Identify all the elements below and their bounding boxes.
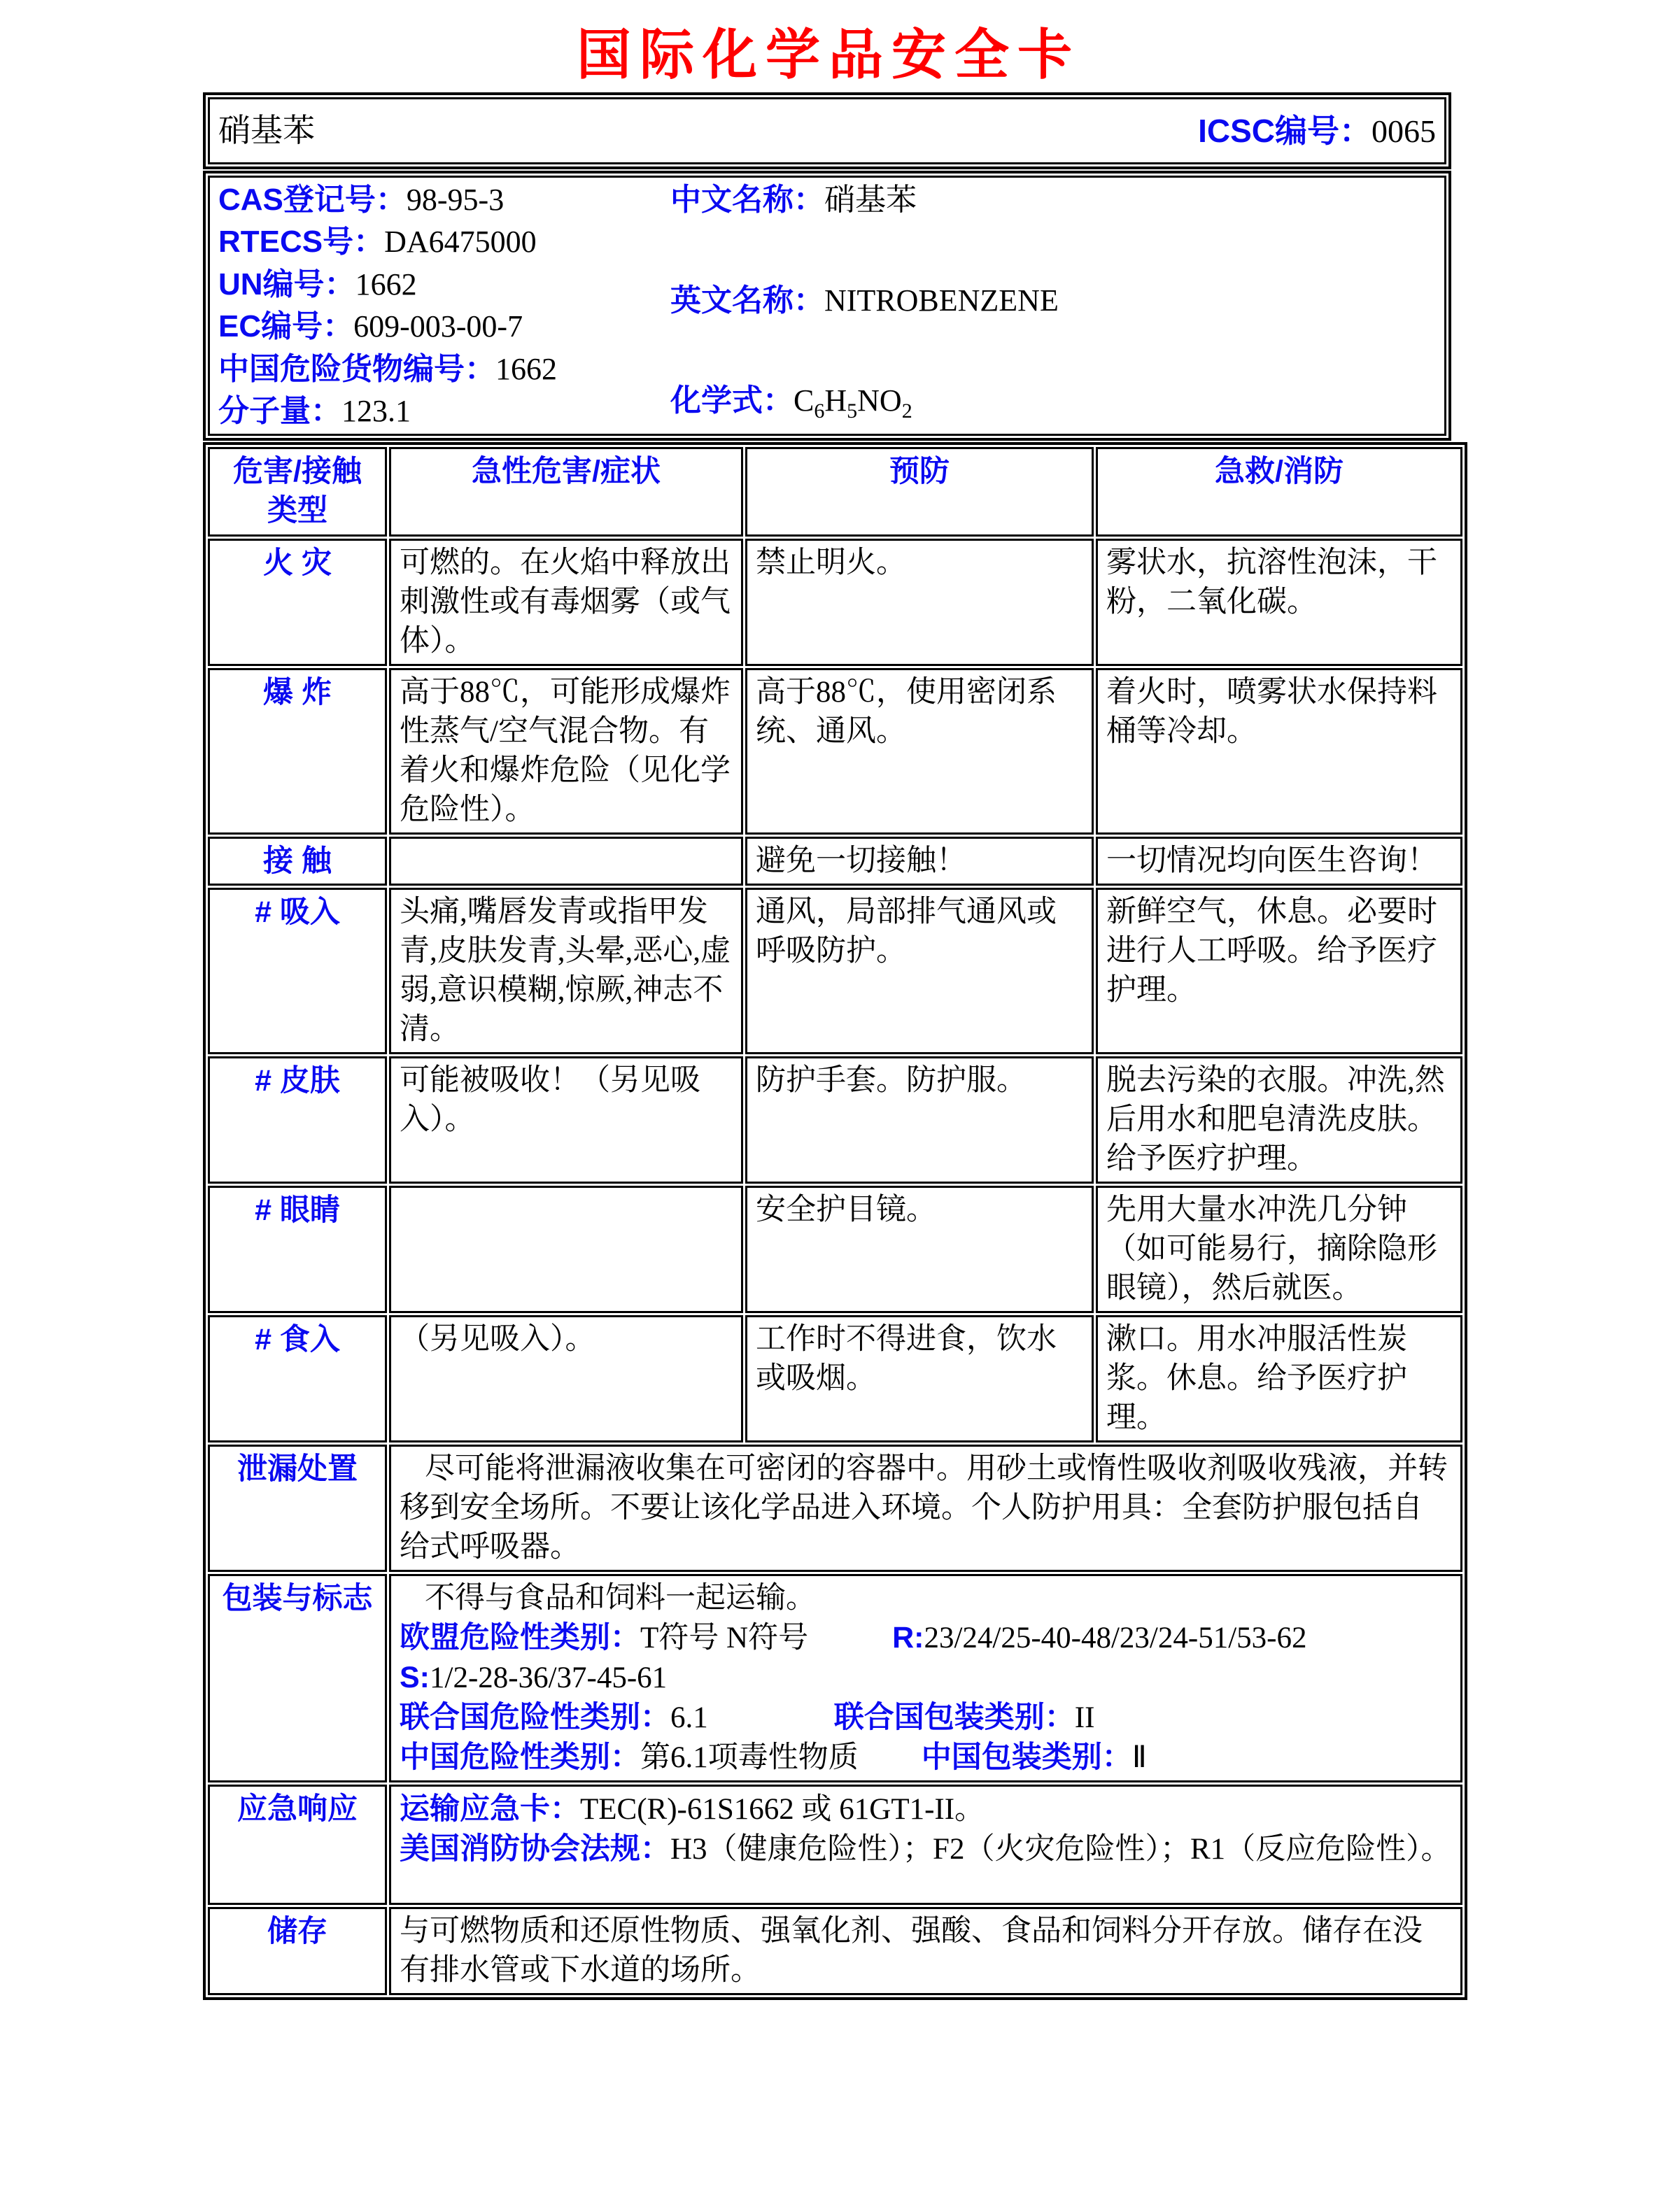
- exposure-prevention: 避免一切接触！: [745, 837, 1094, 886]
- hazard-table: [203, 442, 1467, 2000]
- packaging-un-line: 联合国危险性类别：6.1 联合国包装类别：II: [400, 1701, 1095, 1734]
- chemical-formula: 化学式：$C_6H_5NO_2$: [670, 383, 912, 423]
- row-storage: 储存 与可燃物质和还原性物质、强氧化剂、强酸、食品和饲料分开存放。储存在没有排水管或下水道的场所。: [208, 1907, 1462, 1995]
- english-name: 英文名称：NITROBENZENE: [670, 283, 1059, 318]
- row-inhalation: # 吸入 头痛,嘴唇发青或指甲发青,皮肤发青,头晕,恶心,虚弱,意识模糊,惊厥,神志不清。 通风，局部排气通风或呼吸防护。 新鲜空气，休息。必要时进行人工呼吸。给予医疗护理。: [208, 888, 1462, 1054]
- spillage-text-cell: [389, 1445, 1462, 1572]
- identity-right-column: [670, 180, 1436, 431]
- explosion-prevention: 高于88℃，使用密闭系统、通风。: [745, 668, 1094, 835]
- name-header-table: [203, 92, 1451, 169]
- row-spillage: 泄漏处置 尽可能将泄漏液收集在可密闭的容器中。用砂土或惰性吸收剂吸收残液，并转移到安全场所。不要让该化学品进入环境。个人防护用具：全套防护服包括自给式呼吸器。: [208, 1445, 1462, 1572]
- chinese-name: 中文名称：硝基苯: [670, 183, 917, 217]
- header-prevention: 预防: [745, 447, 1094, 537]
- row-ingestion: # 食入 （另见吸入）。 工作时不得进食，饮水或吸烟。 漱口。用水冲服活性炭浆。休息。给予医疗护理。: [208, 1315, 1462, 1442]
- ingestion-prevention: 工作时不得进食，饮水或吸烟。: [745, 1315, 1094, 1442]
- fire-response: 雾状水，抗溶性泡沫，干粉，二氧化碳。: [1096, 539, 1462, 666]
- skin-prevention: 防护手套。防护服。: [745, 1056, 1094, 1184]
- cas-number: CAS登记号：98-95-3: [218, 183, 505, 217]
- explosion-response: 着火时，喷雾状水保持料桶等冷却。: [1096, 668, 1462, 835]
- header-acute-hazards: 急性危害/症状: [389, 447, 743, 537]
- icsc-number-value: 0065: [1372, 113, 1436, 149]
- eyes-prevention: 安全护目镜。: [745, 1186, 1094, 1313]
- page-title: 国际化学品安全卡: [576, 24, 1080, 85]
- china-dg-number: 中国危险货物编号：1662: [218, 351, 557, 386]
- storage-text-cell: [389, 1907, 1462, 1995]
- eyes-symptoms: [389, 1186, 743, 1313]
- identity-cell: [208, 176, 1446, 436]
- row-explosion: 爆 炸 高于88℃，可能形成爆炸性蒸气/空气混合物。有着火和爆炸危险（见化学危险性）。 高于88℃，使用密闭系统、通风。 着火时，喷雾状水保持料桶等冷却。: [208, 668, 1462, 835]
- header-hazard-type: 危害/接触 类型: [208, 447, 387, 537]
- eyes-response: 先用大量水冲洗几分钟（如可能易行，摘除隐形眼镜），然后就医。: [1096, 1186, 1462, 1313]
- identity-table: [203, 171, 1451, 441]
- emergency-nfpa-line: 美国消防协会法规：H3（健康危险性）；F2（火灾危险性）；R1（反应危险性）。: [400, 1832, 1451, 1866]
- icsc-number: [1198, 111, 1436, 151]
- ec-number: EC编号：609-003-00-7: [218, 309, 523, 344]
- molecular-weight: 分子量：123.1: [218, 393, 411, 428]
- hazard-header-row: [208, 447, 1462, 537]
- explosion-symptoms: 高于88℃，可能形成爆炸性蒸气/空气混合物。有着火和爆炸危险（见化学危险性）。: [389, 668, 743, 835]
- rtecs-number: RTECS号：DA6475000: [218, 225, 537, 260]
- identity-left-column: [218, 180, 670, 431]
- packaging-transport-note: 不得与食品和饲料一起运输。: [425, 1582, 816, 1615]
- spillage-text: 尽可能将泄漏液收集在可密闭的容器中。用砂土或惰性吸收剂吸收残液，并转移到安全场所。不要让该化学品进入环境。个人防护用具：全套防护服包括自给式呼吸器。: [400, 1452, 1448, 1564]
- storage-text: 与可燃物质和还原性物质、强氧化剂、强酸、食品和饲料分开存放。储存在没有排水管或下水道的场所。: [400, 1915, 1423, 1987]
- safety-card: [203, 92, 1451, 2000]
- ingestion-response: 漱口。用水冲服活性炭浆。休息。给予医疗护理。: [1096, 1315, 1462, 1442]
- fire-prevention: 禁止明火。: [745, 539, 1094, 666]
- packaging-text-cell: [389, 1574, 1462, 1782]
- row-eyes: # 眼睛 安全护目镜。 先用大量水冲洗几分钟（如可能易行，摘除隐形眼镜），然后就医。: [208, 1186, 1462, 1313]
- packaging-cn-line: 中国危险性类别：第6.1项毒性物质 中国包装类别：Ⅱ: [400, 1740, 1147, 1774]
- fire-symptoms: 可燃的。在火焰中释放出刺激性或有毒烟雾（或气体）。: [389, 539, 743, 666]
- name-header-cell: [208, 97, 1446, 164]
- row-emergency-response: 应急响应 运输应急卡：TEC(R)-61S1662 或 61GT1-II。 美国消防协会法规：H3（健康危险性）；F2（火灾危险性）；R1（反应危险性）。: [208, 1785, 1462, 1905]
- row-exposure: 接 触 避免一切接触！ 一切情况均向医生咨询！: [208, 837, 1462, 886]
- header-first-aid: 急救/消防: [1096, 447, 1462, 537]
- icsc-number-label: ICSC编号：: [1198, 112, 1372, 149]
- exposure-symptoms: [389, 837, 743, 886]
- row-packaging: 包装与标志 不得与食品和饲料一起运输。 欧盟危险性类别：T符号 N符号 R:23/24/25-40-48/23/24-51/53-62 S:1/2-28-36/37-45-61 联合国危险性类别：6.1 联合国包装类别：II 中国危险性类别：第6.1项毒性物质 中国包装类别：Ⅱ: [208, 1574, 1462, 1782]
- packaging-s-line: S:1/2-28-36/37-45-61: [400, 1661, 668, 1694]
- emergency-tec-line: 运输应急卡：TEC(R)-61S1662 或 61GT1-II。: [400, 1792, 985, 1826]
- exposure-response: 一切情况均向医生咨询！: [1096, 837, 1462, 886]
- skin-response: 脱去污染的衣服。冲洗,然后用水和肥皂清洗皮肤。给予医疗护理。: [1096, 1056, 1462, 1184]
- skin-symptoms: 可能被吸收！（另见吸入）。: [389, 1056, 743, 1184]
- chemical-name-cn: 硝基苯: [218, 113, 315, 148]
- row-skin: # 皮肤 可能被吸收！（另见吸入）。 防护手套。防护服。 脱去污染的衣服。冲洗,然后用水和肥皂清洗皮肤。给予医疗护理。: [208, 1056, 1462, 1184]
- un-number: UN编号：1662: [218, 267, 417, 302]
- ingestion-symptoms: （另见吸入）。: [389, 1315, 743, 1442]
- inhalation-response: 新鲜空气，休息。必要时进行人工呼吸。给予医疗护理。: [1096, 888, 1462, 1054]
- emergency-text-cell: [389, 1785, 1462, 1905]
- inhalation-prevention: 通风，局部排气通风或呼吸防护。: [745, 888, 1094, 1054]
- inhalation-symptoms: 头痛,嘴唇发青或指甲发青,皮肤发青,头晕,恶心,虚弱,意识模糊,惊厥,神志不清。: [389, 888, 743, 1054]
- row-fire: 火 灾 可燃的。在火焰中释放出刺激性或有毒烟雾（或气体）。 禁止明火。 雾状水，抗溶性泡沫，干粉，二氧化碳。: [208, 539, 1462, 666]
- packaging-eu-line: 欧盟危险性类别：T符号 N符号 R:23/24/25-40-48/23/24-51/53-62: [400, 1621, 1307, 1654]
